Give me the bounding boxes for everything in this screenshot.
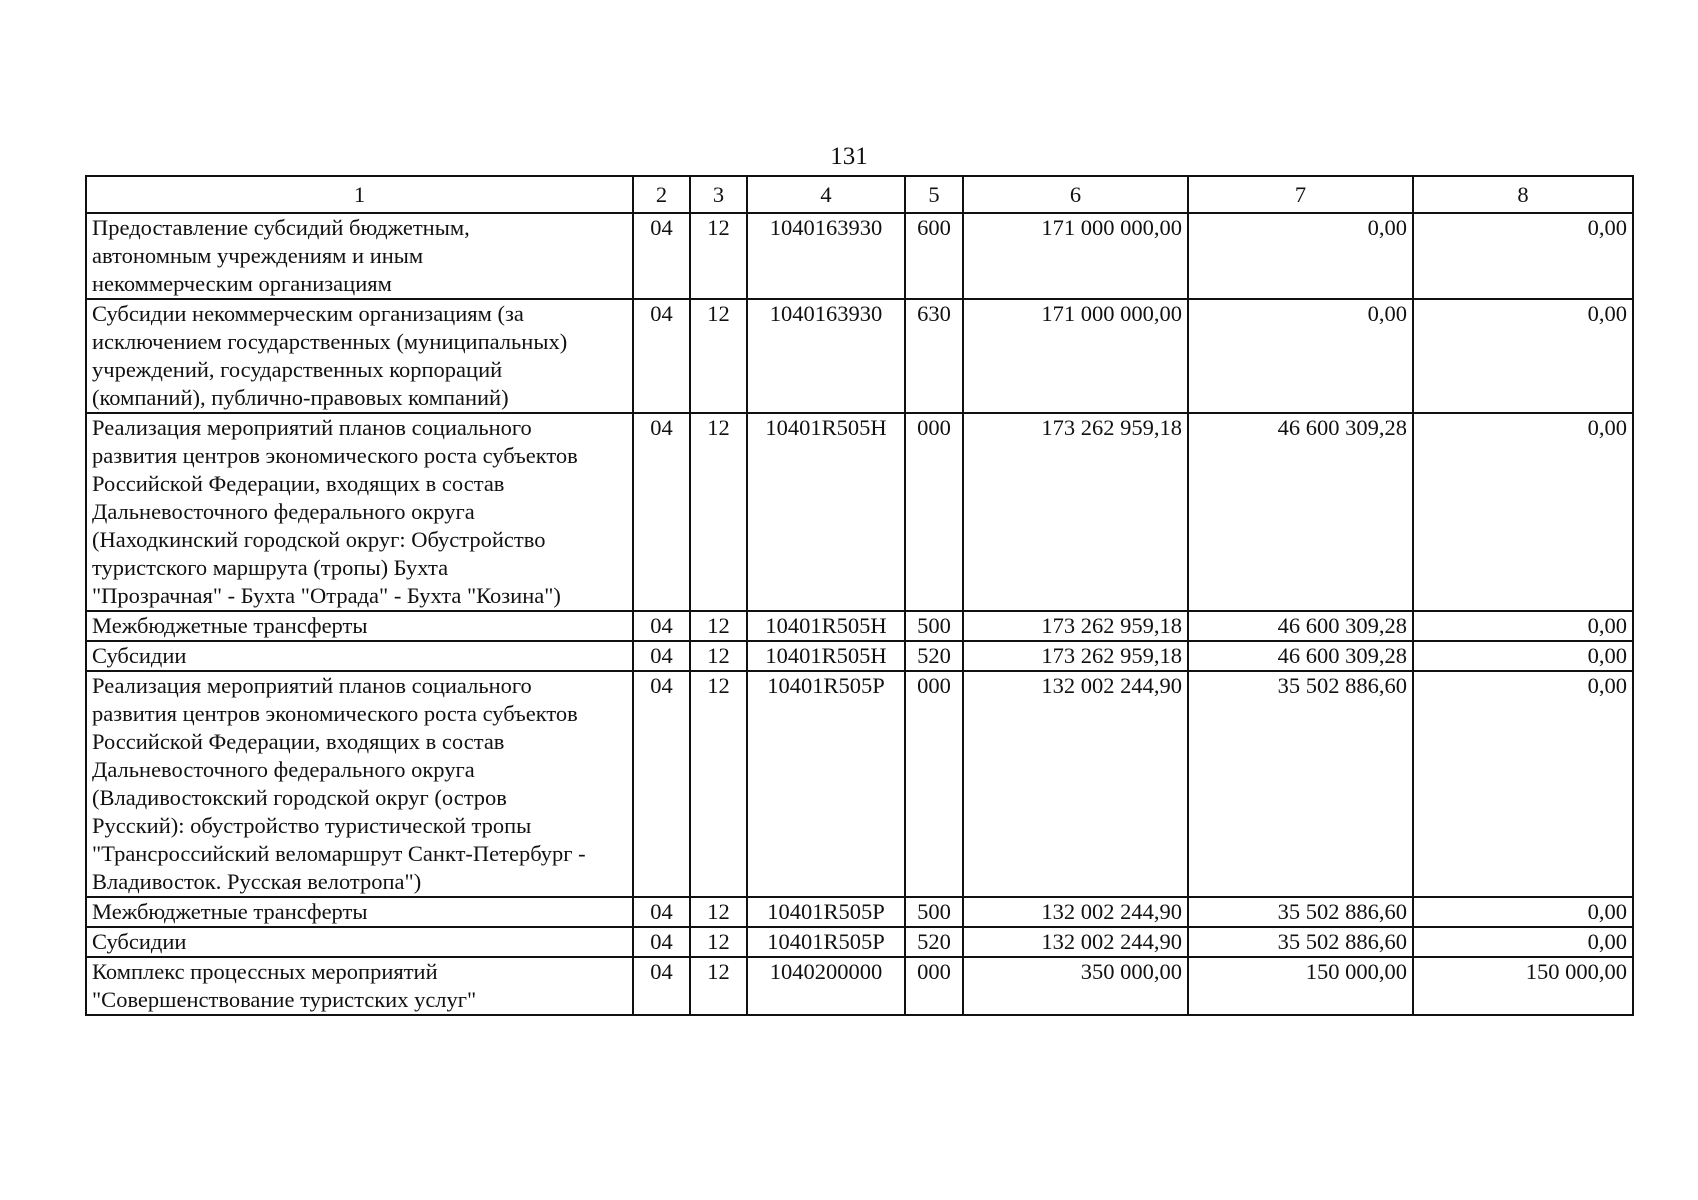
- expense-type-code: 000: [905, 671, 963, 897]
- table-row: [86, 213, 1633, 299]
- header-cell: 2: [633, 176, 690, 213]
- header-cell: 5: [905, 176, 963, 213]
- amount-col-7: 35 502 886,60: [1188, 671, 1413, 897]
- target-article-code: 10401R505H: [747, 413, 905, 611]
- table-row: [86, 611, 1633, 641]
- target-article-code: 10401R505P: [747, 927, 905, 957]
- section-code: 04: [633, 671, 690, 897]
- amount-col-7: 46 600 309,28: [1188, 641, 1413, 671]
- section-code: 04: [633, 897, 690, 927]
- amount-col-8: 0,00: [1413, 897, 1633, 927]
- expense-type-code: 630: [905, 299, 963, 413]
- budget-table: [85, 175, 1634, 1016]
- amount-col-6: 132 002 244,90: [963, 671, 1188, 897]
- amount-col-8: 0,00: [1413, 671, 1633, 897]
- subsection-code: 12: [690, 413, 747, 611]
- expense-type-code: 000: [905, 413, 963, 611]
- amount-col-7: 35 502 886,60: [1188, 927, 1413, 957]
- amount-col-7: 46 600 309,28: [1188, 611, 1413, 641]
- amount-col-8: 0,00: [1413, 213, 1633, 299]
- subsection-code: 12: [690, 671, 747, 897]
- table-row: [86, 413, 1633, 611]
- section-code: 04: [633, 213, 690, 299]
- row-description: Межбюджетные трансферты: [86, 611, 633, 641]
- row-description: Предоставление субсидий бюджетным, автономным учреждениям и иным некоммерческим организациям: [86, 213, 633, 299]
- expense-type-code: 500: [905, 611, 963, 641]
- page-number: 131: [830, 143, 868, 170]
- amount-col-6: 173 262 959,18: [963, 413, 1188, 611]
- target-article-code: 10401R505P: [747, 671, 905, 897]
- subsection-code: 12: [690, 611, 747, 641]
- amount-col-6: 132 002 244,90: [963, 927, 1188, 957]
- amount-col-8: 0,00: [1413, 927, 1633, 957]
- table-row: [86, 641, 1633, 671]
- amount-col-6: 171 000 000,00: [963, 213, 1188, 299]
- header-cell: 8: [1413, 176, 1633, 213]
- amount-col-7: 0,00: [1188, 213, 1413, 299]
- expense-type-code: 520: [905, 927, 963, 957]
- amount-col-8: 0,00: [1413, 413, 1633, 611]
- header-cell: 6: [963, 176, 1188, 213]
- section-code: 04: [633, 957, 690, 1015]
- section-code: 04: [633, 413, 690, 611]
- amount-col-6: 350 000,00: [963, 957, 1188, 1015]
- table-row: [86, 927, 1633, 957]
- expense-type-code: 000: [905, 957, 963, 1015]
- subsection-code: 12: [690, 213, 747, 299]
- amount-col-8: 150 000,00: [1413, 957, 1633, 1015]
- subsection-code: 12: [690, 897, 747, 927]
- expense-type-code: 500: [905, 897, 963, 927]
- table-row: [86, 671, 1633, 897]
- section-code: 04: [633, 611, 690, 641]
- amount-col-8: 0,00: [1413, 641, 1633, 671]
- row-description: Субсидии: [86, 927, 633, 957]
- amount-col-7: 0,00: [1188, 299, 1413, 413]
- subsection-code: 12: [690, 957, 747, 1015]
- subsection-code: 12: [690, 641, 747, 671]
- target-article-code: 1040163930: [747, 299, 905, 413]
- amount-col-6: 132 002 244,90: [963, 897, 1188, 927]
- expense-type-code: 600: [905, 213, 963, 299]
- target-article-code: 1040200000: [747, 957, 905, 1015]
- row-description: Реализация мероприятий планов социального развития центров экономического роста субъектов Российской Федерации, входящих в состав Дальневосточного федерального округа (Находкинский городской округ: Обустройство туристского маршрута (тропы) Бухта "Прозрачная" - Бухта "Отрада" - Бухта "Козина"): [86, 413, 633, 611]
- section-code: 04: [633, 299, 690, 413]
- amount-col-6: 173 262 959,18: [963, 641, 1188, 671]
- amount-col-7: 46 600 309,28: [1188, 413, 1413, 611]
- section-code: 04: [633, 927, 690, 957]
- row-description: Межбюджетные трансферты: [86, 897, 633, 927]
- table-header-row: [86, 176, 1633, 213]
- target-article-code: 10401R505H: [747, 641, 905, 671]
- header-cell: 7: [1188, 176, 1413, 213]
- amount-col-7: 35 502 886,60: [1188, 897, 1413, 927]
- target-article-code: 1040163930: [747, 213, 905, 299]
- target-article-code: 10401R505H: [747, 611, 905, 641]
- expense-type-code: 520: [905, 641, 963, 671]
- row-description: Субсидии некоммерческим организациям (за исключением государственных (муниципальных) учреждений, государственных корпораций (компаний), публично-правовых компаний): [86, 299, 633, 413]
- table-row: [86, 897, 1633, 927]
- row-description: Субсидии: [86, 641, 633, 671]
- amount-col-8: 0,00: [1413, 299, 1633, 413]
- target-article-code: 10401R505P: [747, 897, 905, 927]
- table-row: [86, 299, 1633, 413]
- table-row: [86, 957, 1633, 1015]
- amount-col-6: 173 262 959,18: [963, 611, 1188, 641]
- row-description: Реализация мероприятий планов социального развития центров экономического роста субъектов Российской Федерации, входящих в состав Дальневосточного федерального округа (Владивостокский городской округ (остров Русский): обустройство туристической тропы "Трансроссийский веломаршрут Санкт-Петербург - Владивосток. Русская велотропа"): [86, 671, 633, 897]
- amount-col-7: 150 000,00: [1188, 957, 1413, 1015]
- header-cell: 3: [690, 176, 747, 213]
- header-cell: 4: [747, 176, 905, 213]
- amount-col-8: 0,00: [1413, 611, 1633, 641]
- amount-col-6: 171 000 000,00: [963, 299, 1188, 413]
- subsection-code: 12: [690, 927, 747, 957]
- header-cell: 1: [86, 176, 633, 213]
- subsection-code: 12: [690, 299, 747, 413]
- row-description: Комплекс процессных мероприятий "Совершенствование туристских услуг": [86, 957, 633, 1015]
- section-code: 04: [633, 641, 690, 671]
